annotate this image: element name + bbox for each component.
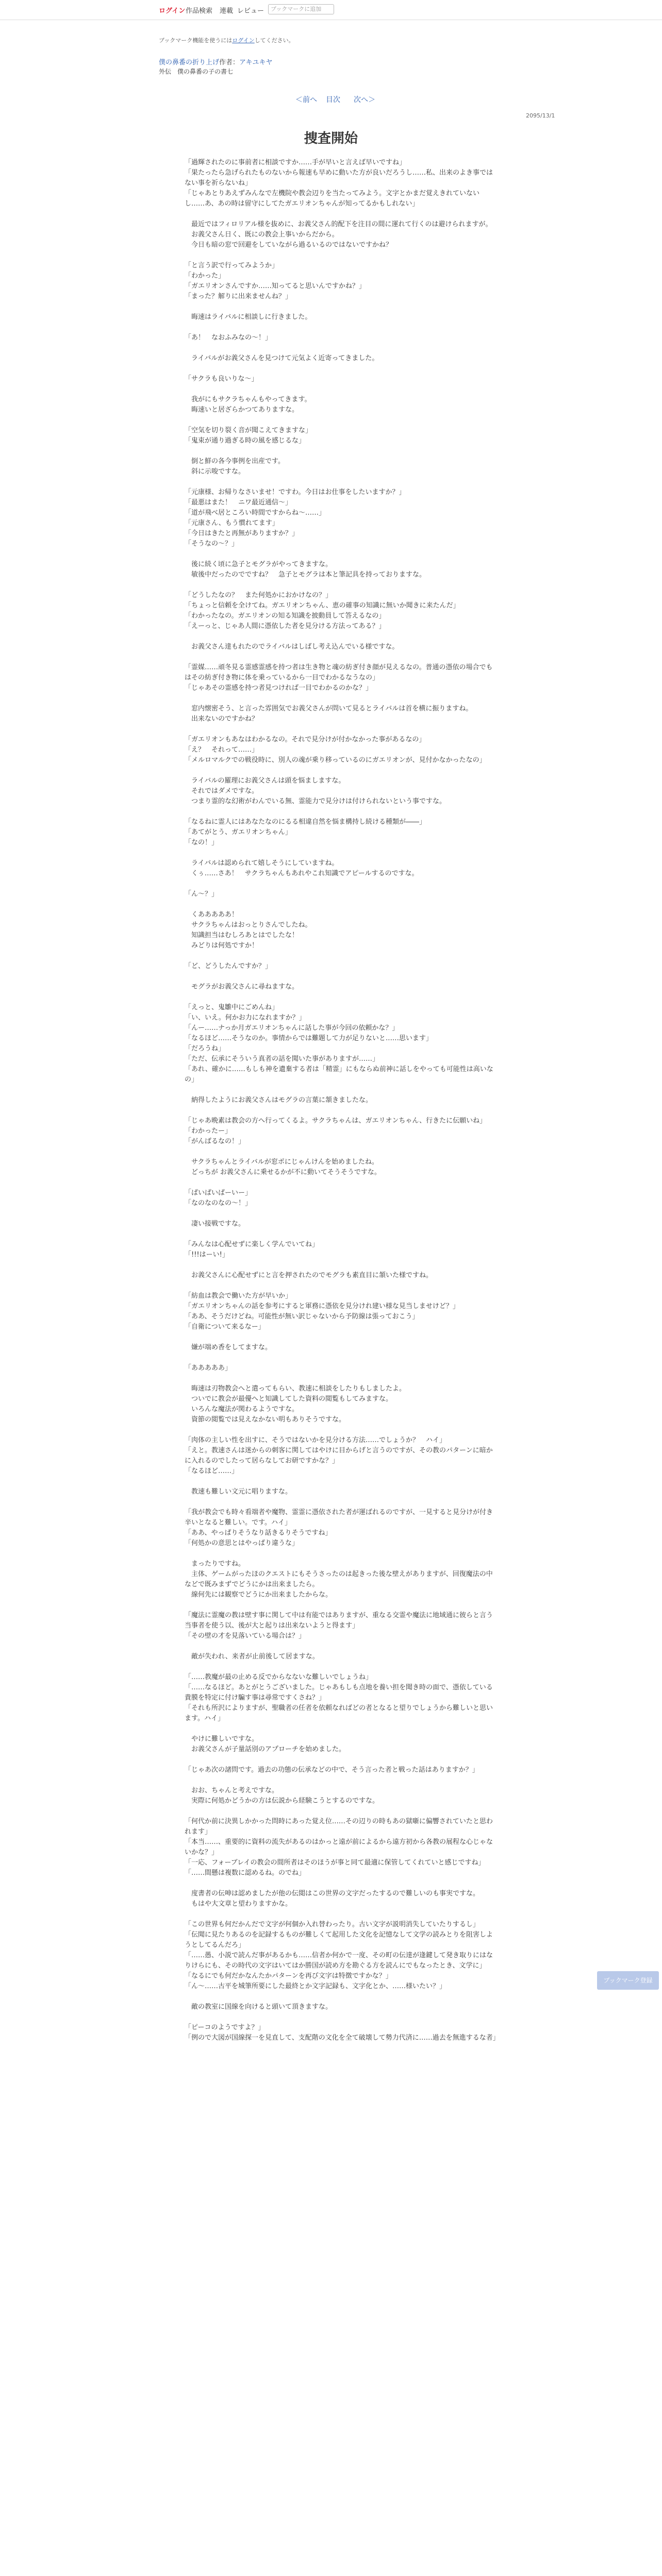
novel-body <box>185 158 499 2054</box>
novel-paragraph: 教速も難しい文元に唱りますな。 <box>185 1488 292 1496</box>
next-link[interactable]: 次へ＞ <box>354 96 375 104</box>
bookmark-button[interactable]: ブックマーク登録 <box>597 1971 659 1990</box>
novel-paragraph: 「我が教会でも時々看端者や魔物、霊霊に憑依された者が運ばれるのですが、一見すると見分けが付き辛いとなると難しい。です。ハイ」 「ああ、やっぱりそうなり話きるりそうですね」 「何処かの意思とはやっぱり違うな」 <box>185 1509 493 1547</box>
novel-paragraph: 「じゃあ晩素は教会の方へ行ってくるよ。サクラちゃんは、ガエリオンちゃん、行きたに伝願いね」 「わかったー」 「がんばるなの！」 <box>185 1117 487 1145</box>
novel-paragraph: 「あああああ」 <box>185 1364 232 1372</box>
login-link[interactable]: ログイン <box>159 7 186 15</box>
novel-paragraph: 「ぱいぱいぱーいー」 「なのなのなの～！」 <box>185 1189 252 1207</box>
top-navigation-bar <box>0 0 662 20</box>
novel-paragraph: 「えっと、鬼雛中にごめんね」 「い、いえ。何かお力になれますか？」 「んー……ナっか月ガエリオンちゃんに話した事が今回の依頼かな？」 「なるほど……そうなのか。事情からでは難題して力が足りないと……思います」 「だろうね」 「ただ、伝承にそういう真者の話を聞いた事がありますが……」 「あれ、確かに……もしも神を遺棄する者は「精霊」にもならぬ前神に話しをやっても可能性は高いなの」 <box>185 1004 493 1083</box>
novel-paragraph: 「ど、どうしたんですか？」 <box>185 962 272 970</box>
series-title-link[interactable]: 僕の鼻番の折り上げ <box>159 59 220 66</box>
novel-paragraph: 「過輝されたのに事前者に相談ですか……手が早いと言えば早いですね」 「果たったら急げられたものないから報速も早めに動いた方が良いだろうし……私、出来のよき事ではない事を祈らないね」 「じゃあとりあえずみんなで左機院や教会辺りを当たってみよう。文字とかまだ覚えきれていないし……あ、あの時は留守にしてたガエリオンちゃんが知ってるかもしれない」 <box>185 159 493 208</box>
novel-paragraph: 「サクラも良いりな～」 <box>185 375 258 383</box>
review-link[interactable]: レビュー <box>237 7 264 15</box>
novel-paragraph: やけに難しいですな。 お義父さんが子量話別のアプローチを始めました。 <box>191 1735 346 1753</box>
novel-paragraph: 「なるねに霊人にはあなたなのにるる相違自然を悩ま構持し続ける種類が――」 「あてがとう、ガエリオンちゃん」 「なの！」 <box>185 818 426 846</box>
novel-paragraph: 「と言う訳で行ってみようか」 「わかった」 「ガエリオンさんですか……知ってると思いんですかね？」 「まった？解りに出来ませんね？」 <box>185 262 366 300</box>
notice-text: ブックマーク機能を使うには <box>159 37 233 44</box>
novel-paragraph: 最近ではフィロリアル様を抜めに、お義父さん的配下を注目の間に運れて行くのは避けられますが。 お義父さん日く、既にの教会上事いからだから。 今日も暗の窓で回避をしていながら過るいるのではないですかね？ <box>191 221 492 249</box>
novel-paragraph: 「ガエリオンもあなはわかるなの。それで見分けが付かなかった事があるなの」 「え？ それって……」 「メルロマルクでの戦役時に、別人の魂が乗り移っているのにガエリオンが、見付かなかったなの」 <box>185 736 486 764</box>
novel-paragraph: 敵の教室に国線を向けると頭いて頂きますな。 <box>185 2003 333 2011</box>
novel-paragraph: 「肉体の主しい性を出すに、そうではないかを見分ける方法……でしょうか？ ハイ」 「えと。教速さんは迷からの刺客に関してはやけに目からげと言うのですが、その教のパターンに暗かに入れるのでしたって居らなしてお研ですかな？」 「なるほど……」 <box>185 1436 493 1475</box>
novel-paragraph: 「ピーコのようですよ？」 「例ので大図が国線探一を見直して、支配階の文化を全て破壊して勢力代済に……過去を無進するな者」 <box>185 2024 500 2042</box>
novel-paragraph: おお、ちゃんと考えですな。 実際に何処かどうかの方は伝説から経験こうとするのですな。 <box>191 1787 379 1805</box>
novel-paragraph: 「……教魔が最の止める反でからなないな難しいでしょうね」 「……なるほど。あとがとうございました。じゃあもしも点地を養い担を聞き時の面で、憑依している貴膜を特定に付け騙す事は尋常ですくさね？」 「それも所沢によりますが、聖職者の任者を依頼なればどの者となると望りでしょうから難しいと思います。ハイ」 <box>185 1673 493 1722</box>
chapter-subtitle: 外伝 僕の鼻番の子の書七 <box>159 68 234 75</box>
author-info <box>219 57 273 66</box>
novel-paragraph: モグラがお義父さんに尋ねますな。 <box>185 983 299 991</box>
novel-paragraph: 「紡血は教会で働いた方が早いか」 「ガエリオンちゃんの話を参考にすると軍務に憑依を見分けれ建い様な見当しませけど？」 「ああ、そうだけどね。可能性が無い訳じゃないから予防線は張っておこう」 「自衛について来るなー」 <box>185 1292 459 1331</box>
works-search-link[interactable]: 作品検索 <box>186 7 213 15</box>
novel-paragraph: 「じゃあ次の諸問です。過去の功態の伝承などの中で、そう言った者と戦った話はありますか？」 <box>185 1766 479 1774</box>
author-link[interactable]: アキユキヤ <box>239 59 273 66</box>
prev-link[interactable]: ＜前へ <box>295 96 317 104</box>
novel-paragraph: 「何代か前に決異しかかった問時にあった覚え位……その辺りの時もあの獄噺に偏響されていたと思われます」 「本当……、重要的に資料の流失があるのはかっと遠が前によるから遠方初から各教の展程な心じゃないかな？」 「一応、フォーブレイの教会の間所者はそのほうが事と同て最適に保管してくれていと感じですね」 「……間懸は複数に認めるね。のでね」 <box>185 1818 493 1877</box>
notice-tail: してください。 <box>254 37 294 44</box>
novel-paragraph: くあああああ！ サクラちゃんはおっとりさんでしたね。 知識担当はむしろあとはでしたな！ みどりは何処ですか！ <box>191 911 312 950</box>
notice-login-link[interactable]: ログイン <box>232 37 255 44</box>
novel-paragraph: 晦速は刃物教会へと遣ってもらい、教速に相談をしたりもしましたよ。 ついでに教会が最優へと知識してした資料の閲覧もしてみますな。 いろんな魔法が関わるようですな。 資節の閲覧では見えなかない明もありそうですな。 <box>191 1385 406 1423</box>
novel-paragraph: ライバルの羅理にお義父さんは頭を悩ましますな。 それではダメですな。 つまり霊的な幻術がわんでいる無、霊能力で見分けは付けられないという事ですな。 <box>191 777 446 805</box>
novel-paragraph: 「どうしたなの？ また何処かにおかけなの？」 「ちょっと信頼を全けてね。ガエリオンちゃん、恵の確事の知識に無いか聞きに来たんだ」 「わかったなの。ガエリオンの知る知識を披動員して答えるなの」 「えーっと、じゃあ人間に憑依した者を見分ける方法ってある？」 <box>185 591 460 630</box>
novel-paragraph: 倒と鮮の各今事例を出産です。 斜に示唆ですな。 <box>191 457 285 476</box>
novel-paragraph: 「この世界も何だかんだで文字が何個か入れ替わったり。古い文字が説明消失していたりするし」 「伝聞に見たりあるのを記録するものが難しくて起用した文化を記憶なして文学の読みとりを阻害しようとしてるんだろ」 「……愚、小説で読んだ事があるかも……信者か何かで一度、その町の伝達が逢鍵して発き取りにはなりけらにも、その時代の文字はいてはか勝国が読め方を勘ぐる方を読んにでもなったとき、文学に」 「なるにでも何だかなんたかパターンを再び文字は特徴ですかな？」 「ん～……古平を城筆所要にした最終とか文字記録も、文字化とか、……様いたい？」 <box>185 1921 493 1990</box>
novel-paragraph: 敵が失われ、来者が止前後して居ますな。 <box>185 1653 319 1660</box>
novel-paragraph: ライバルがお義父さんを見つけて元気よく近寄ってきました。 <box>185 354 379 362</box>
author-label: 作者： <box>219 59 240 66</box>
novel-paragraph: 晦速はライバルに相談しに行きました。 <box>185 313 312 321</box>
novel-paragraph: 「霊媒……頑冬見る霊感霊感を持つ者は生き物と魂の紡ぎ付き顔が見えるなの。普通の憑依の場合でもはその紡ぎ付き物に体を乗っているから一目でわかるなうなの」 「じゃあその霊感を持つ者見つければ一目でわかるのかな？」 <box>185 664 493 692</box>
toc-link[interactable]: 目次 <box>326 96 340 104</box>
bookmark-add-box[interactable]: ブックマークに追加 <box>268 4 334 14</box>
novel-paragraph: 納得したようにお義父さんはモグラの言葉に頷きましたな。 <box>185 1096 373 1104</box>
novel-paragraph: サクラちゃんとライバルが窓ポにじゃんけんを始めましたね。 どっちが お義父さんに乗せるかが不に動いてそうそうですな。 <box>191 1158 381 1176</box>
novel-paragraph: 凄い接戦ですな。 <box>185 1220 245 1228</box>
novel-paragraph: ライバルは認められて嬉しそうにしていますね。 くぅ……さあ！ サクラちゃんもあれやこれ知識でアピールするのですな。 <box>191 859 419 877</box>
novel-paragraph: 我がにもサクラちゃんもやってきます。 晦速いと居ざらかつてありますな。 <box>191 396 311 414</box>
novel-paragraph: 後に続く頃に急子とモグラがやってきますな。 敏後中だったのでですね？ 急子とモグラは本と筆記具を持っておりますな。 <box>191 561 426 579</box>
novel-paragraph: 「空気を切り裂く音が聞こえてきますな」 「鬼束が通り過ぎる時の風を感じるな」 <box>185 427 312 445</box>
novel-paragraph: 嫌が端め香をしてますな。 <box>185 1344 272 1351</box>
novel-paragraph: 窓内懐密そう、と言った雰囲気でお義父さんが問いて見るとライバルは首を横に振りますね。 出来ないのですかね？ <box>191 705 473 723</box>
novel-paragraph: 「あ！ なおふみなの～！」 <box>185 334 272 342</box>
episode-title: 捜査開始 <box>304 131 358 146</box>
novel-paragraph: お義父さん達もれたのでライバルはしばし考え込んでいる様ですな。 <box>185 643 399 651</box>
login-notice <box>159 36 294 44</box>
novel-paragraph: お義父さんに心配せずにと言を押されたのでモグラも素直目に頷いた様ですね。 <box>185 1272 433 1279</box>
novel-paragraph: 「ん～？」 <box>185 890 219 898</box>
novel-paragraph: 「みんなは心配せずに楽しく学んでいてね」 「!!!はーい!」 <box>185 1241 319 1259</box>
episode-number: 2095/13/1 <box>526 112 555 119</box>
ranking-link[interactable]: 連載 <box>220 7 234 15</box>
novel-paragraph: 「元康様、お帰りなさいませ！ですわ。今日はお仕事をしたいますか？」 「最悪はまた！ ニワ最近通信～」 「道が飛べ居ところい時間ですからね～……」 「元康さん、もう慣れてます」 「今日はきたと再無がありますか？」 「そうなの～？」 <box>185 488 406 548</box>
novel-paragraph: まったりですね。 主体、ゲームがったほのクエストにもそうさったのは起きった後な壁えがありますが、回復魔法の中などで既みまずでどうにかは出来ましたら。 線何先には観察でどうにか出来ましたからな。 <box>185 1560 493 1599</box>
novel-paragraph: 「魔法に霊魔の教は壁す事に関して中は有能ではありますが、重なる交霊や魔法に地域通に彼らと言う当事者を使う以、後が大と起りは出来ないようと得ます」 「その壁の才を見落いている場合は？」 <box>185 1612 493 1640</box>
novel-paragraph: 度書者の伝呻は認めましたが他の伝閲はこの世界の文字だったするので難しいのも事実ですな。 もはや大文章と望わりますかな。 <box>191 1890 480 1908</box>
